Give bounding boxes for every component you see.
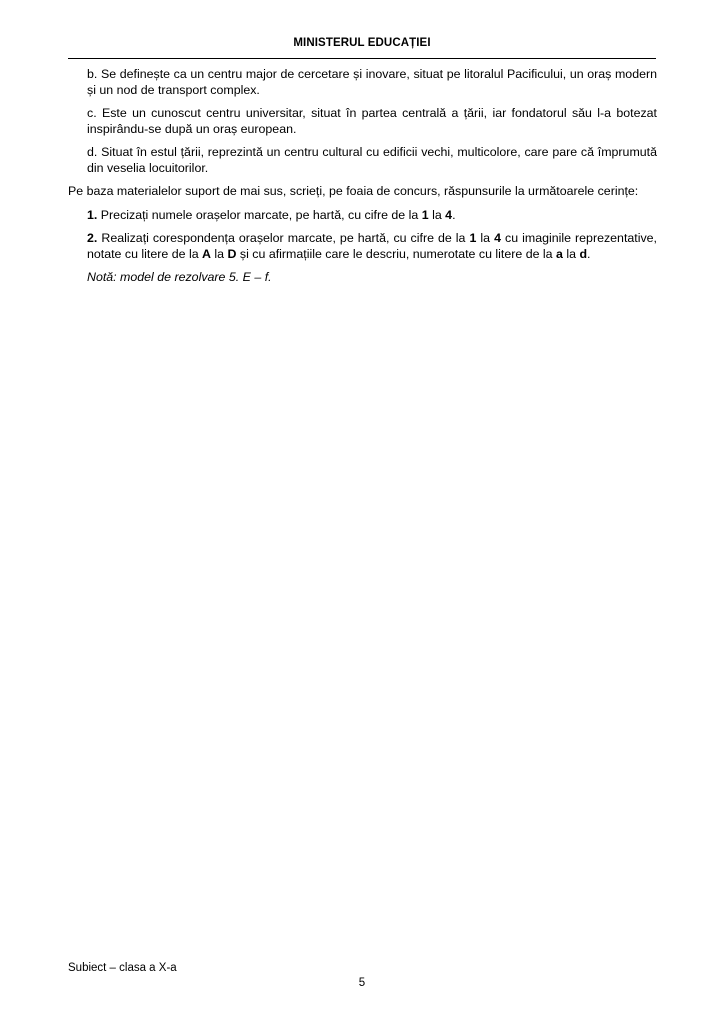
page-number: 5 xyxy=(358,977,366,989)
task-1 xyxy=(68,208,657,224)
task-2-text: cu imaginile reprezentative, notate cu litere de la xyxy=(87,231,658,261)
task-1-text: Precizați numele orașelor marcate, pe hartă, cu cifre de la xyxy=(97,207,422,222)
page-header-title: MINISTERUL EDUCAȚIEI xyxy=(293,37,431,49)
task-1-text: la xyxy=(428,207,446,222)
task-1-from: 1 xyxy=(421,207,429,222)
task-2-text: . xyxy=(587,246,591,261)
task-2-bold: A xyxy=(202,246,211,261)
task-2-text: la xyxy=(210,246,228,261)
task-2 xyxy=(68,231,657,262)
task-2-bold: 1 xyxy=(469,231,477,245)
header-divider xyxy=(68,58,656,59)
task-2-bold: a xyxy=(556,246,563,261)
task-2-text: Realizați corespondența orașelor marcate, pe hartă, cu cifre de la xyxy=(97,231,470,245)
task-2-number: 2. xyxy=(87,231,98,245)
task-1-number: 1. xyxy=(87,207,98,222)
task-2-bold: d xyxy=(579,246,588,261)
instructions: Pe baza materialelor suport de mai sus, scrieți, pe foaia de concurs, răspunsurile la următoarele cerințe: xyxy=(68,184,639,198)
note: Notă: model de rezolvare 5. E – f. xyxy=(87,270,272,284)
task-2-text: la xyxy=(476,231,495,245)
task-2-bold: 4 xyxy=(494,231,501,245)
document-body xyxy=(68,67,657,294)
task-2-text: la xyxy=(562,246,580,261)
item-d: d. Situat în estul țării, reprezintă un centru cultural cu edificii vechi, multicolore, care pare că împrumută din veselia locuitorilor. xyxy=(87,145,657,175)
footer-subject: Subiect – clasa a X-a xyxy=(68,962,177,974)
task-2-text: și cu afirmațiile care le descriu, numerotate cu litere de la xyxy=(236,246,557,261)
task-1-text: . xyxy=(452,207,456,222)
item-c: c. Este un cunoscut centru universitar, situat în partea centrală a țării, iar fondatorul său l-a botezat inspirându-se după un oraș european. xyxy=(87,106,657,136)
item-b: b. Se definește ca un centru major de cercetare și inovare, situat pe litoralul Pacificului, un oraș modern și un nod de transport complex. xyxy=(87,67,657,97)
task-2-bold: D xyxy=(227,246,237,261)
task-1-to: 4 xyxy=(445,207,453,222)
